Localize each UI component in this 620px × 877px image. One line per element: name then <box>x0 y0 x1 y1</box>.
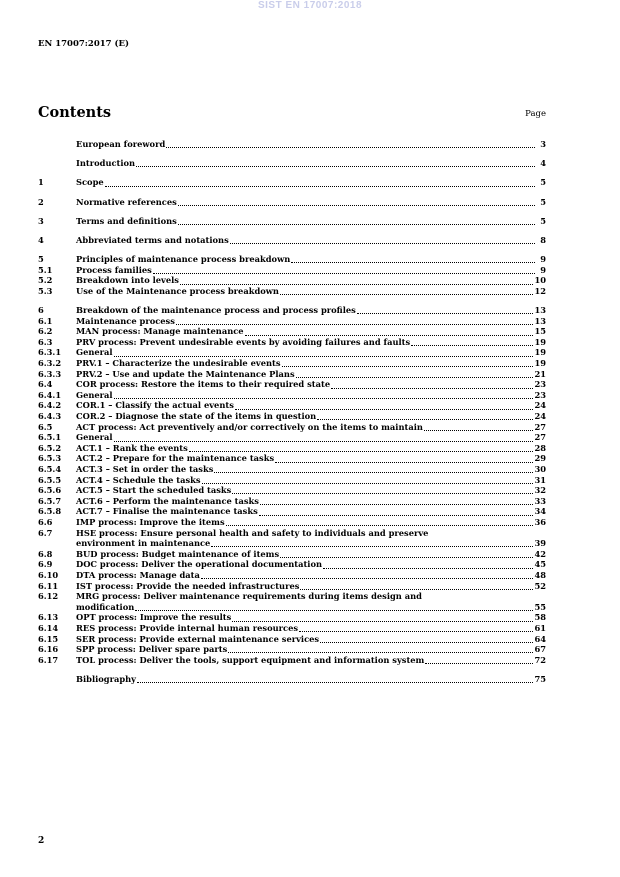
page-column-label: Page <box>525 109 546 119</box>
toc-entry[interactable] <box>38 411 546 422</box>
toc-entry[interactable] <box>38 369 546 380</box>
toc-leader-dots <box>275 455 533 463</box>
toc-entry-page: 10 <box>534 275 546 286</box>
toc-entry-title: Normative references <box>76 196 177 207</box>
toc-entry-page: 61 <box>534 622 546 633</box>
toc-entry[interactable] <box>38 634 546 645</box>
toc-entry-number: 6.4.3 <box>38 411 62 422</box>
toc-entry-number: 6.3 <box>38 336 53 347</box>
toc-entry-title: DTA process: Manage data <box>76 569 200 580</box>
toc-entry-number: 6.5.1 <box>38 432 62 443</box>
toc-entry-title: IST process: Provide the needed infrastructures <box>76 580 300 591</box>
toc-entry[interactable] <box>38 453 546 464</box>
toc-entry-page: 29 <box>534 453 546 464</box>
toc-leader-dots <box>230 236 535 244</box>
toc-leader-dots <box>201 571 534 579</box>
toc-entry[interactable] <box>38 216 546 227</box>
toc-entry[interactable] <box>38 517 546 528</box>
toc-entry-page: 4 <box>540 158 546 169</box>
toc-entry-title: TOL process: Deliver the tools, support equipment and information system <box>76 654 425 665</box>
toc-leader-dots <box>189 444 534 452</box>
toc-leader-dots <box>299 624 533 632</box>
toc-entry-page: 33 <box>534 495 546 506</box>
toc-entry-title: COR.2 – Diagnose the state of the items in question <box>76 411 317 422</box>
toc-entry-continuation[interactable] <box>38 602 546 613</box>
toc-entry-page: 19 <box>534 347 546 358</box>
document-id: EN 17007:2017 (E) <box>38 39 130 49</box>
toc-entry[interactable] <box>38 275 546 286</box>
toc-leader-dots <box>202 476 534 484</box>
toc-entry[interactable] <box>38 528 546 539</box>
toc-leader-dots <box>136 159 535 167</box>
toc-leader-dots <box>411 338 533 346</box>
toc-entry-title: General <box>76 347 113 358</box>
toc-entry-title: SPP process: Deliver spare parts <box>76 644 228 655</box>
toc-entry-page: 24 <box>534 411 546 422</box>
toc-entry-title: Introduction <box>76 158 136 169</box>
toc-leader-dots <box>357 306 534 314</box>
toc-entry-page: 42 <box>534 548 546 559</box>
toc-entry[interactable] <box>38 197 546 208</box>
toc-entry-number: 2 <box>38 196 44 207</box>
toc-entry-title: ACT.3 – Set in order the tasks <box>76 464 214 474</box>
toc-entry-continuation[interactable] <box>38 538 546 549</box>
toc-entry[interactable] <box>38 443 546 454</box>
toc-entry-number: 6.12 <box>38 591 59 602</box>
toc-entry-number: 5.2 <box>38 275 53 286</box>
toc-entry-page: 5 <box>540 177 546 188</box>
toc-entry-number: 5.3 <box>38 285 53 296</box>
toc-entry[interactable] <box>38 581 546 592</box>
toc-entry[interactable] <box>38 286 546 297</box>
toc-entry[interactable] <box>38 506 546 517</box>
toc-entry-title: General <box>76 432 113 443</box>
toc-entry-number: 6.4.2 <box>38 400 62 411</box>
toc-entry[interactable] <box>38 570 546 581</box>
toc-entry-title: BUD process: Budget maintenance of items <box>76 548 280 559</box>
toc-leader-dots <box>211 539 533 547</box>
toc-entry-number: 6.5.2 <box>38 442 62 453</box>
toc-entry-page: 75 <box>534 673 546 684</box>
toc-entry[interactable] <box>38 644 546 655</box>
toc-entry-page: 5 <box>540 196 546 207</box>
toc-entry-page: 58 <box>534 612 546 623</box>
toc-entry-title: General <box>76 389 113 400</box>
toc-entry-title: MAN process: Manage maintenance <box>76 326 244 337</box>
toc-entry-number: 6.5.6 <box>38 485 62 496</box>
toc-entry-page: 19 <box>534 358 546 369</box>
toc-entry-number: 3 <box>38 215 44 226</box>
toc-entry[interactable] <box>38 158 546 169</box>
toc-entry-title: Abbreviated terms and notations <box>76 234 229 245</box>
toc-leader-dots <box>291 255 535 263</box>
toc-leader-dots <box>280 550 533 558</box>
toc-entry-number: 6.10 <box>38 569 59 580</box>
toc-entry-page: 12 <box>534 285 546 296</box>
toc-entry-number: 1 <box>38 177 44 188</box>
toc-entry-title-continued: modification <box>76 601 135 612</box>
toc-entry-title: Use of the Maintenance process breakdown <box>76 285 279 296</box>
toc-entry-page: 39 <box>534 538 546 549</box>
toc-entry[interactable] <box>38 674 546 685</box>
toc-entry-page: 36 <box>534 516 546 527</box>
contents-heading: Contents <box>38 104 112 121</box>
toc-entry[interactable] <box>38 379 546 390</box>
toc-entry-title: Breakdown of the maintenance process and process profiles <box>76 305 356 316</box>
toc-leader-dots <box>214 465 533 473</box>
toc-entry-page: 13 <box>534 315 546 326</box>
toc-leader-dots <box>320 635 533 643</box>
toc-entry-page: 28 <box>534 442 546 453</box>
toc-entry[interactable] <box>38 549 546 560</box>
toc-entry[interactable] <box>38 464 546 475</box>
toc-entry-page: 13 <box>534 305 546 316</box>
toc-leader-dots <box>259 508 534 516</box>
toc-entry-number: 6 <box>38 305 44 316</box>
toc-entry-number: 6.5.4 <box>38 464 62 474</box>
toc-entry-number: 6.16 <box>38 644 59 655</box>
toc-entry[interactable] <box>38 559 546 570</box>
toc-entry[interactable] <box>38 485 546 496</box>
toc-entry-number: 6.11 <box>38 580 59 591</box>
toc-entry-number: 4 <box>38 234 44 245</box>
toc-leader-dots <box>105 179 535 187</box>
toc-leader-dots <box>424 423 534 431</box>
toc-entry-title: ACT.6 – Perform the maintenance tasks <box>76 495 259 506</box>
toc-entry[interactable] <box>38 591 546 602</box>
toc-entry-page: 5 <box>540 215 546 226</box>
toc-entry-page: 9 <box>540 254 546 265</box>
toc-entry-title: Breakdown into levels <box>76 275 179 286</box>
toc-entry-page: 67 <box>534 644 546 655</box>
toc-entry-title: Process families <box>76 264 152 275</box>
toc-entry-page: 23 <box>534 389 546 400</box>
toc-entry[interactable] <box>38 305 546 316</box>
toc-entry-page: 27 <box>534 432 546 443</box>
toc-entry-number: 6.3.2 <box>38 358 62 369</box>
toc-entry-title: Maintenance process <box>76 315 175 326</box>
toc-entry[interactable] <box>38 496 546 507</box>
toc-entry-page: 64 <box>534 633 546 644</box>
toc-entry-number: 6.15 <box>38 633 59 644</box>
toc-entry-page: 15 <box>534 326 546 337</box>
table-of-contents <box>38 139 546 684</box>
toc-entry[interactable] <box>38 347 546 358</box>
toc-entry[interactable] <box>38 177 546 188</box>
toc-leader-dots <box>317 412 533 420</box>
toc-entry-page: 3 <box>540 139 546 149</box>
toc-leader-dots <box>178 217 535 225</box>
toc-entry-title: ACT.1 – Rank the events <box>76 442 188 453</box>
toc-leader-dots <box>331 381 533 389</box>
toc-entry-number: 6.5 <box>38 421 53 432</box>
toc-entry[interactable] <box>38 390 546 401</box>
toc-entry-title: PRV.2 – Use and update the Maintenance Plans <box>76 368 295 379</box>
toc-entry-number: 6.5.5 <box>38 474 62 485</box>
toc-leader-dots <box>300 582 533 590</box>
toc-leader-dots <box>166 140 535 148</box>
toc-entry-number: 6.3.1 <box>38 347 62 358</box>
toc-entry-number: 6.3.3 <box>38 368 62 379</box>
toc-leader-dots <box>245 328 534 336</box>
toc-entry[interactable] <box>38 422 546 433</box>
toc-entry-number: 6.9 <box>38 559 53 570</box>
toc-entry-number: 6.8 <box>38 548 53 559</box>
toc-entry-page: 21 <box>534 368 546 379</box>
toc-leader-dots <box>153 266 535 274</box>
toc-leader-dots <box>180 277 533 285</box>
toc-entry-title: Terms and definitions <box>76 215 177 226</box>
toc-entry[interactable] <box>38 139 546 150</box>
page-number: 2 <box>38 836 45 846</box>
toc-entry[interactable] <box>38 316 546 327</box>
toc-leader-dots <box>282 359 534 367</box>
toc-leader-dots <box>114 349 534 357</box>
toc-entry-page: 24 <box>534 400 546 411</box>
toc-leader-dots <box>232 614 533 622</box>
toc-leader-dots <box>280 287 533 295</box>
toc-entry-title: Scope <box>76 177 104 188</box>
toc-entry-number: 5 <box>38 254 44 265</box>
toc-entry-page: 8 <box>540 234 546 245</box>
toc-leader-dots <box>135 603 533 611</box>
toc-entry-number: 5.1 <box>38 264 53 275</box>
toc-entry-number: 6.5.8 <box>38 506 62 517</box>
toc-entry-title: COR.1 – Classify the actual events <box>76 400 234 411</box>
watermark: SIST EN 17007:2018 <box>257 0 363 11</box>
toc-entry[interactable] <box>38 326 546 337</box>
toc-entry-title: ACT.7 – Finalise the maintenance tasks <box>76 506 258 517</box>
toc-entry[interactable] <box>38 265 546 276</box>
toc-entry[interactable] <box>38 358 546 369</box>
toc-entry-title: RES process: Provide internal human resources <box>76 622 299 633</box>
toc-leader-dots <box>114 434 534 442</box>
toc-entry-title: ACT.4 – Schedule the tasks <box>76 474 201 485</box>
toc-entry-title: Principles of maintenance process breakdown <box>76 254 291 265</box>
toc-entry-number: 6.2 <box>38 326 53 337</box>
toc-entry-title: IMP process: Improve the items <box>76 516 225 527</box>
toc-entry-title: MRG process: Deliver maintenance requirements during items design and <box>76 591 422 602</box>
toc-entry-page: 72 <box>534 654 546 665</box>
toc-entry-title: SER process: Provide external maintenance services <box>76 633 320 644</box>
toc-entry-title: PRV process: Prevent undesirable events by avoiding failures and faults <box>76 336 411 347</box>
toc-entry-title: OPT process: Improve the results <box>76 612 232 623</box>
toc-leader-dots <box>137 675 533 683</box>
toc-entry-page: 27 <box>534 421 546 432</box>
toc-entry[interactable] <box>38 254 546 265</box>
toc-entry[interactable] <box>38 432 546 443</box>
toc-entry[interactable] <box>38 612 546 623</box>
toc-entry-number: 6.5.3 <box>38 453 62 464</box>
toc-entry-title: ACT.2 – Prepare for the maintenance tasks <box>76 453 275 464</box>
toc-entry-number: 6.1 <box>38 315 53 326</box>
toc-entry-number: 6.4 <box>38 379 53 390</box>
toc-entry[interactable] <box>38 337 546 348</box>
toc-entry[interactable] <box>38 623 546 634</box>
toc-entry-number: 6.17 <box>38 654 59 665</box>
toc-entry-title: DOC process: Deliver the operational documentation <box>76 559 323 570</box>
toc-entry-number: 6.13 <box>38 612 59 623</box>
toc-entry-page: 32 <box>534 485 546 496</box>
toc-entry-page: 30 <box>534 464 546 474</box>
toc-entry[interactable] <box>38 475 546 486</box>
toc-entry-page: 9 <box>540 264 546 275</box>
toc-entry-title: Bibliography <box>76 673 137 684</box>
toc-leader-dots <box>176 317 534 325</box>
toc-entry[interactable] <box>38 400 546 411</box>
toc-leader-dots <box>228 645 533 653</box>
toc-leader-dots <box>296 370 534 378</box>
toc-entry[interactable] <box>38 655 546 666</box>
toc-entry-title: European foreword <box>76 139 166 149</box>
toc-entry-title: COR process: Restore the items to their required state <box>76 379 331 390</box>
toc-leader-dots <box>232 486 533 494</box>
toc-entry-number: 6.4.1 <box>38 389 62 400</box>
toc-entry-page: 52 <box>534 580 546 591</box>
toc-entry-number: 6.5.7 <box>38 495 62 506</box>
toc-entry-page: 23 <box>534 379 546 390</box>
toc-entry-page: 34 <box>534 506 546 517</box>
toc-entry-page: 31 <box>534 474 546 485</box>
toc-entry-page: 55 <box>534 601 546 612</box>
toc-entry-title: ACT process: Act preventively and/or correctively on the items to maintain <box>76 421 423 432</box>
toc-entry[interactable] <box>38 235 546 246</box>
toc-entry-title: HSE process: Ensure personal health and safety to individuals and preserve <box>76 527 429 538</box>
toc-leader-dots <box>323 561 533 569</box>
toc-entry-number: 6.14 <box>38 622 59 633</box>
toc-entry-page: 45 <box>534 559 546 570</box>
toc-leader-dots <box>235 402 534 410</box>
toc-entry-number: 6.6 <box>38 516 53 527</box>
toc-entry-title: PRV.1 – Characterize the undesirable events <box>76 358 281 369</box>
toc-entry-title: ACT.5 – Start the scheduled tasks <box>76 485 232 496</box>
toc-leader-dots <box>226 518 534 526</box>
toc-entry-page: 48 <box>534 569 546 580</box>
toc-entry-title-continued: environment in maintenance <box>76 538 211 549</box>
toc-leader-dots <box>114 391 534 399</box>
toc-leader-dots <box>260 497 533 505</box>
toc-entry-page: 19 <box>534 336 546 347</box>
toc-leader-dots <box>425 656 533 664</box>
toc-leader-dots <box>178 198 535 206</box>
toc-entry-number: 6.7 <box>38 527 53 538</box>
